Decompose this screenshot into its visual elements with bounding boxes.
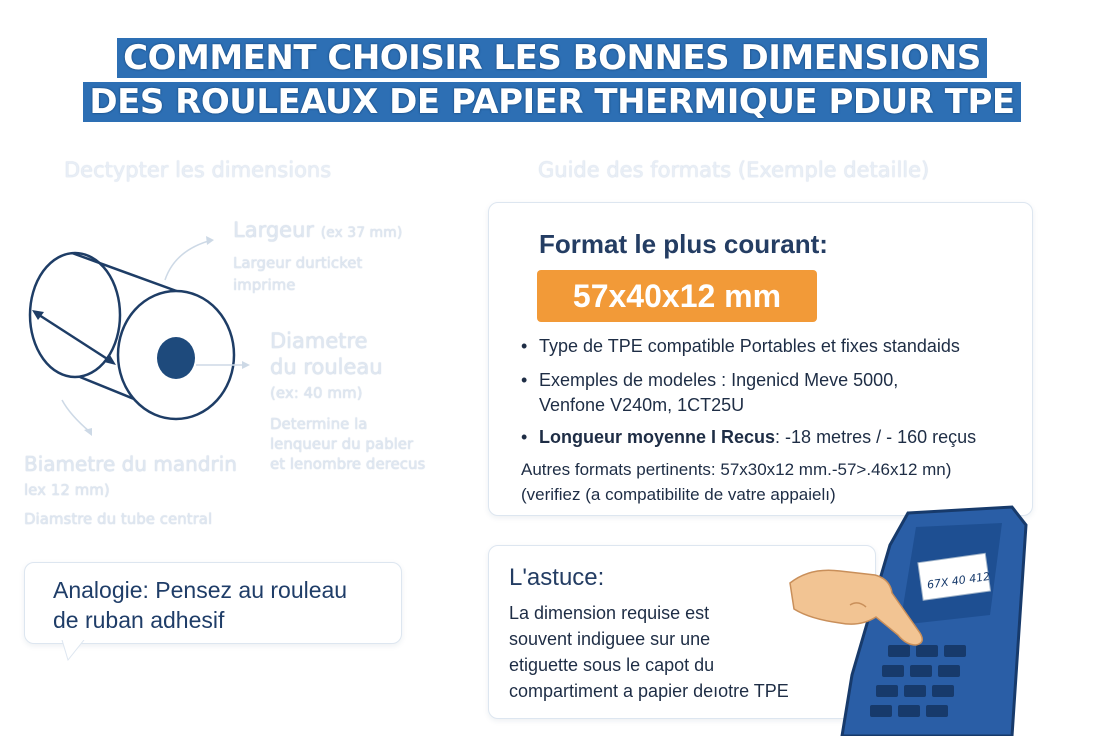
analogy-card-pointer bbox=[60, 640, 90, 664]
tip-line-3: etiguette sous le capot du bbox=[509, 655, 715, 675]
bullet-models-continued: Venfone V240m, 1CT25U bbox=[539, 395, 745, 415]
tip-line-2: souvent indiguee sur une bbox=[509, 629, 711, 649]
tip-title: L'astuce: bbox=[509, 564, 605, 591]
page-title-line-2: DES ROULEAUX DE PAPIER THERMIQUE PDUR TPE bbox=[0, 82, 1104, 122]
roll-core bbox=[157, 337, 195, 379]
other-formats: Autres formats pertinents: 57x30x12 mm.-57>.46x12 mn) bbox=[521, 460, 952, 479]
largeur-leader bbox=[165, 240, 212, 280]
compatibility-note: (verifiez (a compatibilite de vatre appaielı) bbox=[521, 485, 836, 504]
mandrin-label: Biametre du mandrin bbox=[24, 452, 237, 476]
mandrin-example: lex 12 mm) bbox=[24, 481, 110, 499]
format-guide-card bbox=[488, 202, 1033, 516]
largeur-label: Largeur (ex 37 mm) bbox=[233, 218, 403, 242]
tip-line-4: compartiment a papier deıotre TPE bbox=[509, 681, 789, 701]
bullet-compatible-tpe: • Type de TPE compatible Portables et fixes standaids bbox=[521, 336, 960, 356]
left-section-heading: Dectypter les dimensions bbox=[64, 158, 332, 182]
mandrin-leader bbox=[62, 400, 90, 432]
format-value-badge: 57x40x12 mm bbox=[537, 270, 817, 322]
format-title: Format le plus courant: bbox=[539, 229, 828, 259]
largeur-description: Largeur durticket imprime bbox=[233, 254, 363, 294]
mandrin-description: Diamstre du tube central bbox=[24, 510, 213, 528]
diametre-description: Determine la lenqueur du pabler et lenombre derecus bbox=[270, 415, 426, 473]
bullet-length: • Longueur moyenne I Recus: -18 metres / - 160 reçus bbox=[521, 427, 977, 447]
page-title-line-1: COMMENT CHOISIR LES BONNES DIMENSIONS bbox=[0, 38, 1104, 78]
bullet-models: • Exemples de modeles : Ingenicd Meve 5000, bbox=[521, 370, 899, 390]
analogy-text: Analogie: Pensez au rouleau de ruban adhesif bbox=[53, 577, 348, 633]
diametre-label: Diametre du rouleau bbox=[270, 329, 383, 379]
diametre-example: (ex: 40 mm) bbox=[270, 384, 363, 402]
analogy-card bbox=[24, 562, 402, 644]
payment-terminal-illustration bbox=[780, 505, 1080, 736]
tip-line-1: La dimension requise est bbox=[509, 603, 710, 623]
receipt-label: 67X 40 412 bbox=[926, 569, 991, 592]
right-section-heading: Guide des formats (Exemple detaille) bbox=[538, 158, 930, 182]
